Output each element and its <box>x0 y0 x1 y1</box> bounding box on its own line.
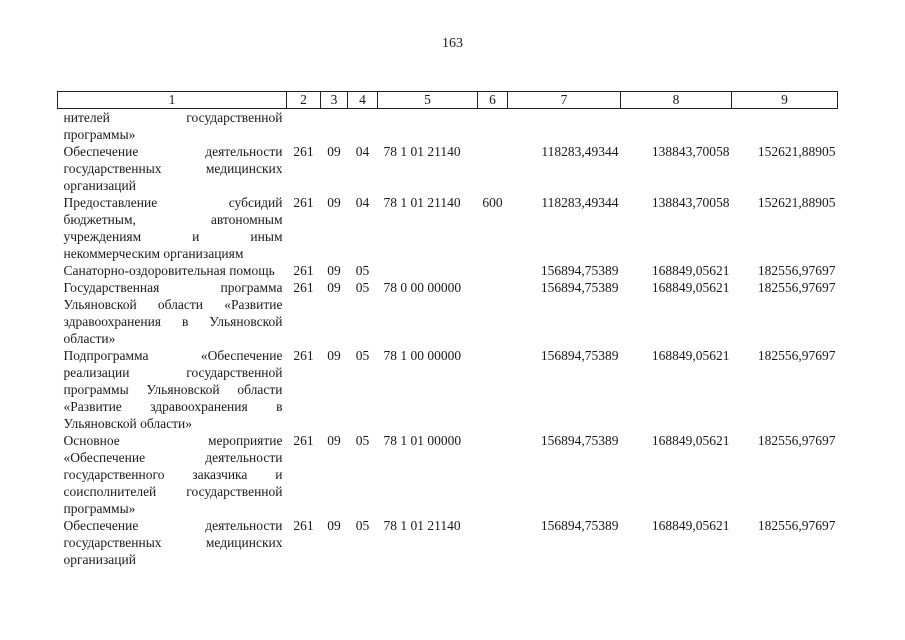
row-target-code <box>378 109 478 144</box>
header-col-5: 5 <box>378 92 478 109</box>
row-section: 09 <box>327 280 341 295</box>
row-amount-3: 182556,97697 <box>757 518 836 533</box>
row-expense-type <box>478 109 508 144</box>
row-name: Государственная программа Ульяновской области «Развитие здравоохранения в Ульяновской области» <box>63 280 283 346</box>
row-amount-2: 168849,05621 <box>651 433 730 448</box>
row-expense-type <box>478 279 508 347</box>
row-amount-2: 168849,05621 <box>651 348 730 363</box>
row-subsection <box>348 109 378 144</box>
row-amount-2: 168849,05621 <box>651 263 730 278</box>
row-ministry: 261 <box>293 348 314 363</box>
header-col-8: 8 <box>621 92 732 109</box>
row-amount-1: 118283,49344 <box>541 195 619 210</box>
row-amount-3: 182556,97697 <box>757 263 836 278</box>
header-col-7: 7 <box>508 92 621 109</box>
row-amount-1: 156894,75389 <box>540 263 619 278</box>
row-ministry <box>287 109 321 144</box>
table-row <box>58 517 838 568</box>
row-ministry: 261 <box>293 518 314 533</box>
row-amount-3: 182556,97697 <box>757 348 836 363</box>
row-amount-1: 156894,75389 <box>540 348 619 363</box>
page-number: 163 <box>442 36 463 51</box>
budget-table <box>57 91 838 568</box>
row-section: 09 <box>327 195 341 210</box>
header-col-3: 3 <box>321 92 348 109</box>
row-expense-type <box>478 517 508 568</box>
row-amount-2: 138843,70058 <box>651 195 730 210</box>
row-amount-1: 156894,75389 <box>540 433 619 448</box>
row-target-code: 78 0 00 00000 <box>383 280 462 295</box>
header-col-1: 1 <box>58 92 287 109</box>
row-section: 09 <box>327 144 341 159</box>
row-subsection: 05 <box>355 263 370 278</box>
table-row <box>58 279 838 347</box>
row-subsection: 05 <box>355 433 370 448</box>
row-target-code: 78 1 01 21140 <box>383 518 461 533</box>
row-target-code: 78 1 00 00000 <box>383 348 462 363</box>
row-amount-3: 182556,97697 <box>757 433 836 448</box>
row-amount-1: 118283,49344 <box>541 144 619 159</box>
row-section: 09 <box>327 433 341 448</box>
row-name: нителей государственной программы» <box>63 110 283 142</box>
row-section <box>321 109 348 144</box>
row-target-code: 78 1 01 21140 <box>383 144 461 159</box>
row-ministry: 261 <box>293 144 314 159</box>
row-expense-type <box>478 347 508 432</box>
row-amount-3: 182556,97697 <box>757 280 836 295</box>
row-amount-3: 152621,88905 <box>757 195 836 210</box>
row-target-code: 78 1 01 21140 <box>383 195 461 210</box>
row-section: 09 <box>327 348 341 363</box>
row-ministry: 261 <box>293 263 314 278</box>
row-amount-2 <box>621 109 732 144</box>
row-expense-type: 600 <box>482 195 503 210</box>
row-subsection: 04 <box>355 195 370 210</box>
row-name: Обеспечение деятельности государственных медицинских организаций <box>63 518 283 567</box>
table-row <box>58 143 838 194</box>
row-section: 09 <box>327 263 341 278</box>
table-row <box>58 262 838 279</box>
row-expense-type <box>478 262 508 279</box>
header-col-4: 4 <box>348 92 378 109</box>
row-amount-2: 168849,05621 <box>651 518 730 533</box>
row-amount-2: 168849,05621 <box>651 280 730 295</box>
row-subsection: 04 <box>355 144 370 159</box>
row-name: Предоставление субсидий бюджетным, автономным учреждениям и иным некоммерческим организациям <box>63 195 283 261</box>
row-ministry: 261 <box>293 433 314 448</box>
row-section: 09 <box>327 518 341 533</box>
row-target-code: 78 1 01 00000 <box>383 433 462 448</box>
row-ministry: 261 <box>293 195 314 210</box>
row-amount-3: 152621,88905 <box>757 144 836 159</box>
row-amount-3 <box>732 109 838 144</box>
row-name: Обеспечение деятельности государственных медицинских организаций <box>63 144 283 193</box>
header-col-6: 6 <box>478 92 508 109</box>
row-amount-1: 156894,75389 <box>540 518 619 533</box>
row-target-code <box>378 262 478 279</box>
table-row <box>58 347 838 432</box>
table-row <box>58 109 838 144</box>
table-header-row <box>58 92 838 109</box>
table-row <box>58 194 838 262</box>
row-name: Основное мероприятие «Обеспечение деятельности государственного заказчика и соисполнителей государственной программы» <box>63 433 283 516</box>
row-subsection: 05 <box>355 518 370 533</box>
row-name: Подпрограмма «Обеспечение реализации государственной программы Ульяновской области «Развитие здравоохранения в Ульяновской области» <box>63 348 283 431</box>
header-col-2: 2 <box>287 92 321 109</box>
header-col-9: 9 <box>732 92 838 109</box>
row-expense-type <box>478 143 508 194</box>
table-row <box>58 432 838 517</box>
row-amount-1: 156894,75389 <box>540 280 619 295</box>
row-amount-1 <box>508 109 621 144</box>
row-expense-type <box>478 432 508 517</box>
row-name: Санаторно-оздоровительная помощь <box>63 263 275 278</box>
row-amount-2: 138843,70058 <box>651 144 730 159</box>
row-subsection: 05 <box>355 348 370 363</box>
row-ministry: 261 <box>293 280 314 295</box>
row-subsection: 05 <box>355 280 370 295</box>
